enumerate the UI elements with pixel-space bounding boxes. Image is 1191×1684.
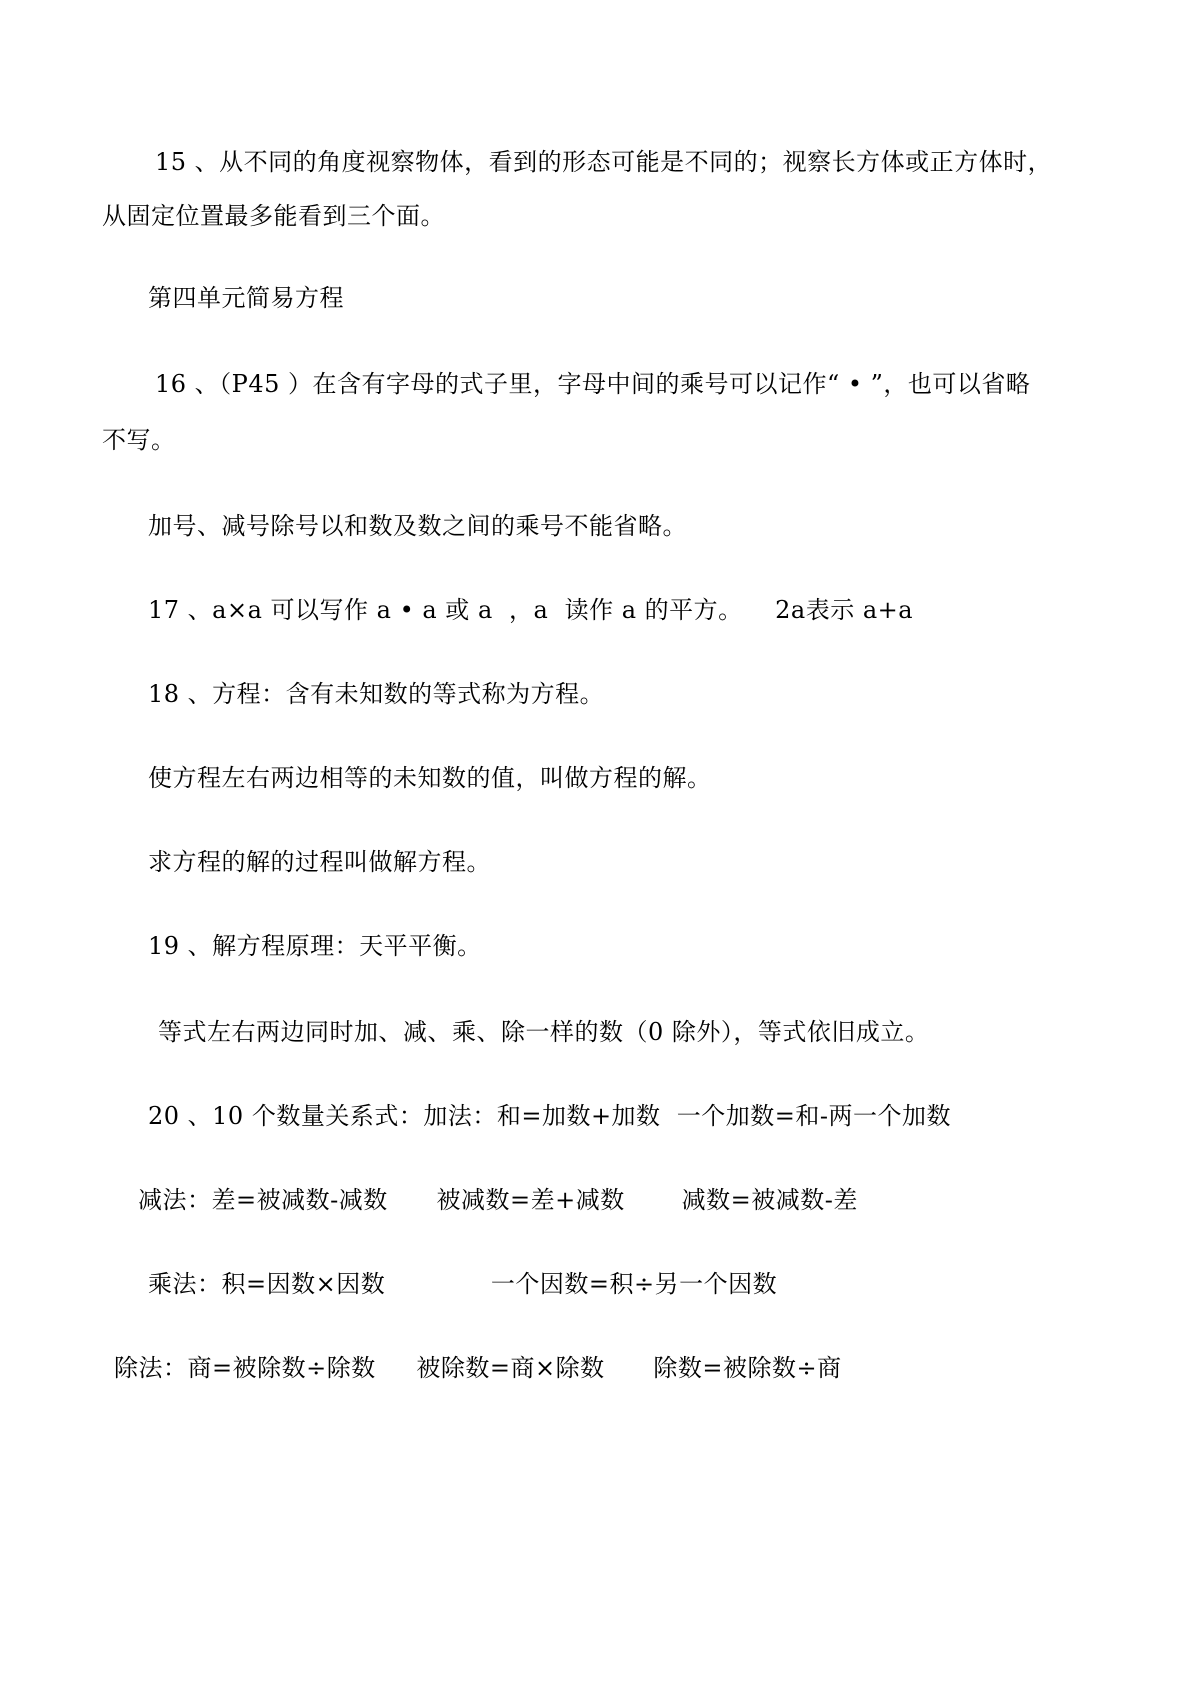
item-16-line-1: 16 、（P45 ）在含有字母的式子里，字母中间的乘号可以记作“ • ”，也可以省略 <box>155 370 1031 398</box>
item-17: 17 、a×a 可以写作 a • a 或 a ，a 读作 a 的平方。 2a表示 a+a <box>148 596 914 624</box>
item-15-line-2: 从固定位置最多能看到三个面。 <box>102 202 445 230</box>
section-heading: 第四单元简易方程 <box>148 284 344 312</box>
item-18: 18 、方程：含有未知数的等式称为方程。 <box>148 680 605 708</box>
item-20-multiplication: 乘法：积=因数×因数 一个因数=积÷另一个因数 <box>148 1270 778 1298</box>
item-15-line-1: 15 、从不同的角度视察物体，看到的形态可能是不同的；视察长方体或正方体时， <box>155 148 1053 176</box>
item-19-note: 等式左右两边同时加、减、乘、除一样的数（0 除外），等式依旧成立。 <box>158 1018 930 1046</box>
item-20-addition: 20 、10 个数量关系式：加法：和=加数+加数 一个加数=和-两一个加数 <box>148 1102 952 1130</box>
item-18-solution-def: 使方程左右两边相等的未知数的值，叫做方程的解。 <box>148 764 712 792</box>
item-20-subtraction: 减法：差=被减数-减数 被减数=差+减数 减数=被减数-差 <box>138 1186 858 1214</box>
item-18-solving-def: 求方程的解的过程叫做解方程。 <box>148 848 491 876</box>
item-16-note: 加号、减号除号以和数及数之间的乘号不能省略。 <box>148 512 687 540</box>
item-20-division: 除法：商=被除数÷除数 被除数=商×除数 除数=被除数÷商 <box>114 1354 842 1382</box>
item-16-line-2: 不写。 <box>102 426 176 454</box>
item-19: 19 、解方程原理：天平平衡。 <box>148 932 482 960</box>
